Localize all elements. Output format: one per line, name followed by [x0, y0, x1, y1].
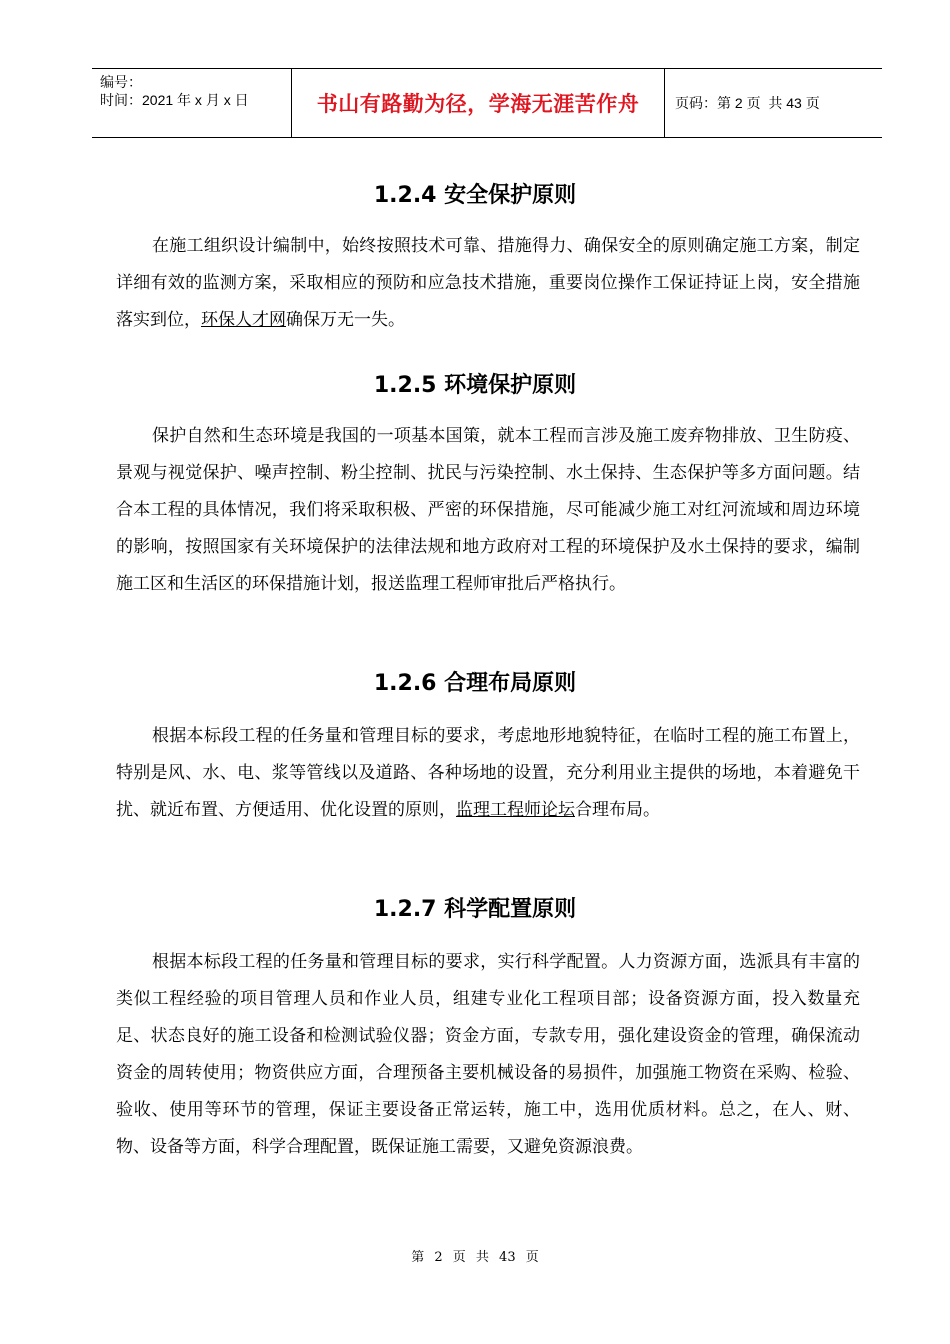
header-motto: 书山有路勤为径，学海无涯苦作舟	[292, 69, 665, 137]
link-supervisor-forum[interactable]: 监理工程师论坛	[456, 800, 575, 820]
section-title-1-2-4: 1.2.4 安全保护原则	[373, 183, 577, 208]
section-text: 合理布局。	[575, 800, 660, 820]
page-header	[92, 68, 882, 138]
section-body-1-2-5: 保护自然和生态环境是我国的一项基本国策，就本工程而言涉及施工废弃物排放、卫生防疫、景观与视觉保护、噪声控制、粉尘控制、扰民与污染控制、水土保持、生态保护等多方面问题。结合本工程的具体情况，我们将采取积极、严密的环保措施，尽可能减少施工对红河流域和周边环境的影响，按照国家有关环境保护的法律法规和地方政府对工程的环境保护及水土保持的要求，编制施工区和生活区的环保措施计划，报送监理工程师审批后严格执行。	[116, 426, 860, 594]
link-environment-talent[interactable]: 环保人才网	[201, 310, 286, 330]
page-info-text: 页码：第 2 页 共 43 页	[675, 95, 820, 111]
header-meta	[92, 69, 292, 137]
section-body-1-2-6	[116, 718, 860, 829]
section-title-1-2-5: 1.2.5 环境保护原则	[373, 373, 577, 398]
section-title-1-2-7: 1.2.7 科学配置原则	[373, 897, 577, 922]
document-time: 时间：2021 年 x 月 x 日	[100, 92, 249, 108]
section-body-1-2-4	[116, 228, 860, 339]
section-text: 在施工组织设计编制中，始终按照技术可靠、措施得力、确保安全的原则确定施工方案，制定详细有效的监测方案，采取相应的预防和应急技术措施，重要岗位操作工保证持证上岗，安全措施落实到位，	[116, 236, 860, 330]
section-text: 根据本标段工程的任务量和管理目标的要求，考虑地形地貌特征，在临时工程的施工布置上，特别是风、水、电、浆等管线以及道路、各种场地的设置，充分利用业主提供的场地，本着避免干扰、就近布置、方便适用、优化设置的原则，	[116, 726, 860, 820]
document-number-label: 编号：	[100, 74, 142, 90]
section-title-1-2-6: 1.2.6 合理布局原则	[373, 671, 577, 696]
section-text: 确保万无一失。	[286, 310, 405, 330]
section-body-1-2-7: 根据本标段工程的任务量和管理目标的要求，实行科学配置。人力资源方面，选派具有丰富的类似工程经验的项目管理人员和作业人员，组建专业化工程项目部；设备资源方面，投入数量充足、状态良好的施工设备和检测试验仪器；资金方面，专款专用，强化建设资金的管理，确保流动资金的周转使用；物资供应方面，合理预备主要机械设备的易损件，加强施工物资在采购、检验、验收、使用等环节的管理，保证主要设备正常运转，施工中，选用优质材料。总之，在人、财、物、设备等方面，科学合理配置，既保证施工需要，又避免资源浪费。	[116, 952, 860, 1157]
page-footer: 第 2 页 共 43 页	[411, 1250, 539, 1265]
header-page-info	[665, 69, 882, 137]
